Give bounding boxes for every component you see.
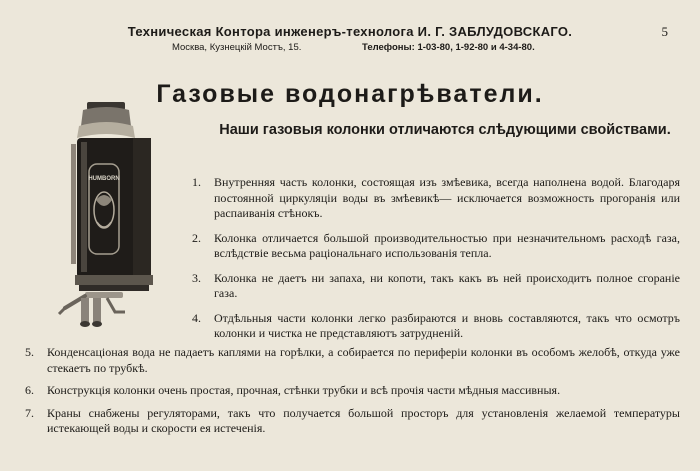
item-text: Отдѣльныя части колонки легко разбираются и вновь составляются, такъ что осмотръ колонки и чистка не представляютъ затрудненій. (214, 310, 680, 340)
header-address: Москва, Кузнецкій Мостъ, 15. (172, 42, 302, 53)
page-number: 5 (661, 24, 668, 39)
properties-list-full (25, 345, 680, 444)
gas-water-heater-illustration (55, 100, 165, 350)
item-number: 2. (192, 230, 201, 245)
list-item (192, 271, 680, 302)
header-title: Техническая Контора инженеръ-технолога И. Г. ЗАБЛУДОВСКАГО. (127, 24, 573, 39)
properties-list-right (192, 175, 680, 351)
item-text: Конденсаціоная вода не падаетъ каплями на горѣлки, а собирается по периферіи колонки въ особомъ желобѣ, откуда уже стекаетъ по трубкѣ. (47, 345, 680, 375)
item-text: Внутренняя часть колонки, состоящая изъ змѣевика, всегда наполнена водой. Благодаря постоянной циркуляціи воды въ змѣевикѣ— исключается возможность прогоранія или распаиванія стѣнокъ. (214, 175, 680, 220)
header-phones: Телефоны: 1-03-80, 1-92-80 и 4-34-80. (362, 42, 535, 53)
item-number: 3. (192, 270, 201, 285)
page-title: Газовые водонагрѣватели. (156, 80, 544, 108)
list-item (192, 311, 680, 342)
list-item (192, 231, 680, 262)
list-item (25, 406, 680, 437)
list-item (25, 345, 680, 376)
item-number: 4. (192, 310, 201, 325)
item-number: 1. (192, 175, 201, 189)
item-text: Краны снабжены регуляторами, такъ что получается большой просторъ для установленія желаемой температуры истекающей воды и скорости ея истеченія. (47, 405, 680, 435)
brand-label: HUMBORN (88, 176, 120, 182)
item-text: Конструкція колонки очень простая, прочная, стѣнки трубки и всѣ прочія части мѣдныя массивныя. (47, 383, 561, 397)
item-number: 5. (25, 345, 34, 359)
item-number: 6. (25, 383, 34, 397)
page-subtitle: Наши газовыя колонки отличаются слѣдующими свойствами. (219, 122, 671, 138)
item-number: 7. (25, 405, 34, 420)
list-item (192, 175, 680, 222)
item-text: Колонка не даетъ ни запаха, ни копоти, такъ какъ въ ней происходитъ полное сгораніе газа. (214, 270, 680, 300)
list-item (25, 383, 680, 399)
item-text: Колонка отличается большой производительностью при незначительномъ расходѣ газа, вслѣдствіе весьма раціональнаго использованія тепла. (214, 230, 680, 260)
